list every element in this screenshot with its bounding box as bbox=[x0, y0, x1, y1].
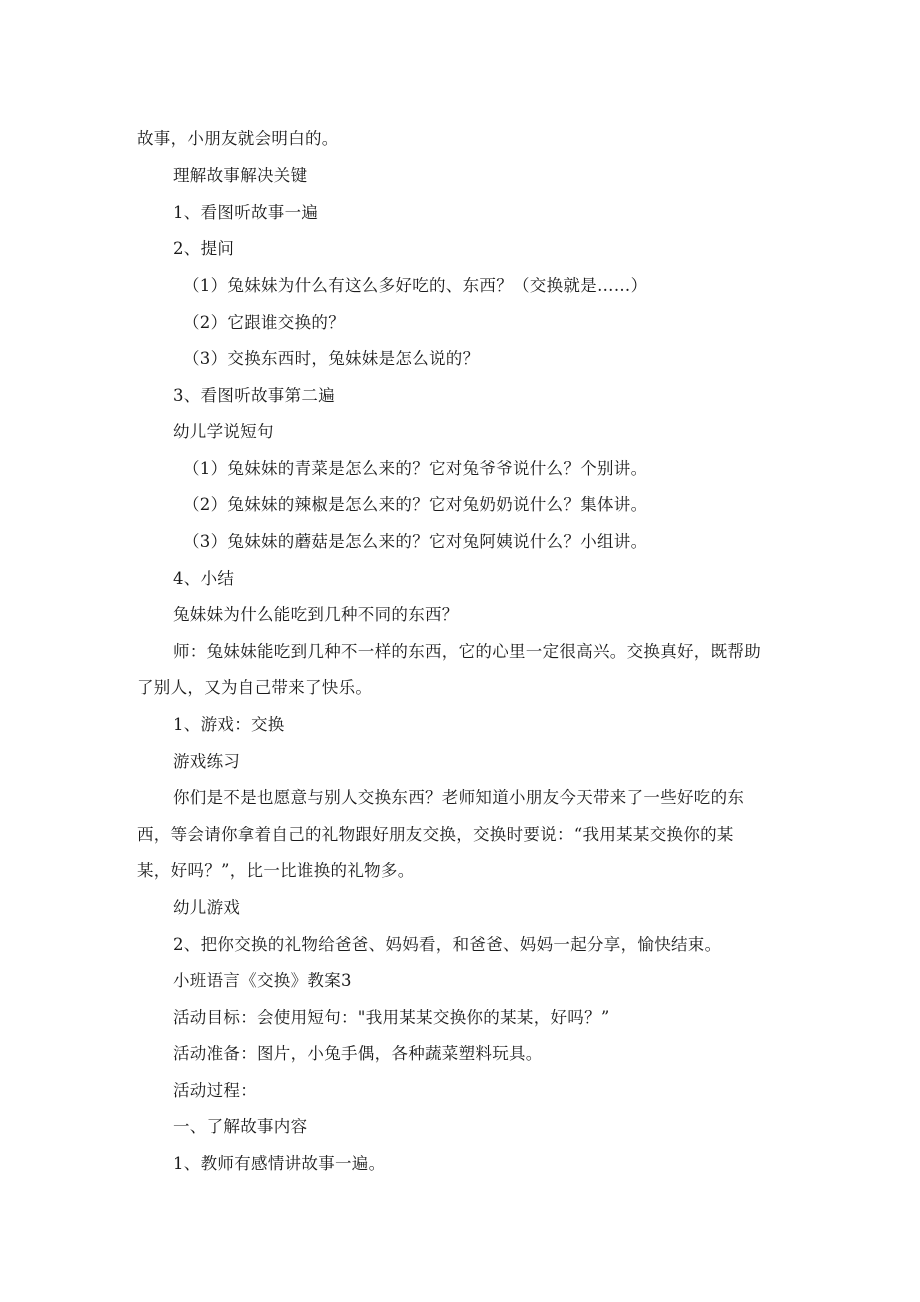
text-line: （2）兔妹妹的辣椒是怎么来的？它对兔奶奶说什么？集体讲。 bbox=[183, 495, 648, 514]
text-line: 师：兔妹妹能吃到几种不一样的东西，它的心里一定很高兴。交换真好，既帮助 bbox=[173, 642, 761, 661]
text-line: 游戏练习 bbox=[173, 752, 241, 771]
text-line: 3、看图听故事第二遍 bbox=[173, 386, 335, 405]
text-line: 故事，小朋友就会明白的。 bbox=[137, 129, 339, 148]
text-line: （3）交换东西时，兔妹妹是怎么说的？ bbox=[183, 349, 480, 368]
text-line: 某，好吗？”，比一比谁换的礼物多。 bbox=[137, 861, 415, 880]
text-line: 活动准备：图片，小兔手偶，各种蔬菜塑料玩具。 bbox=[173, 1044, 543, 1063]
text-line: 2、提问 bbox=[173, 239, 235, 258]
text-line: 活动目标：会使用短句："我用某某交换你的某某，好吗？” bbox=[173, 1008, 610, 1027]
text-line: 了别人，又为自己带来了快乐。 bbox=[137, 678, 373, 697]
text-line: （1）兔妹妹的青菜是怎么来的？它对兔爷爷说什么？个别讲。 bbox=[183, 459, 648, 478]
text-line: 理解故事解决关键 bbox=[173, 166, 308, 185]
text-line: （2）它跟谁交换的？ bbox=[183, 313, 345, 332]
text-line: 兔妹妹为什么能吃到几种不同的东西？ bbox=[173, 605, 459, 624]
text-line: 1、看图听故事一遍 bbox=[173, 203, 319, 222]
text-line: 你们是不是也愿意与别人交换东西？老师知道小朋友今天带来了一些好吃的东 bbox=[173, 788, 745, 807]
text-line: （1）兔妹妹为什么有这么多好吃的、东西？（交换就是……） bbox=[183, 276, 648, 295]
text-line: 2、把你交换的礼物给爸爸、妈妈看，和爸爸、妈妈一起分享，愉快结束。 bbox=[173, 935, 722, 954]
text-line: 4、小结 bbox=[173, 569, 235, 588]
text-line: 西，等会请你拿着自己的礼物跟好朋友交换，交换时要说：“我用某某交换你的某 bbox=[137, 825, 734, 844]
text-line: 幼儿游戏 bbox=[173, 898, 241, 917]
text-line: 幼儿学说短句 bbox=[173, 422, 274, 441]
text-line: （3）兔妹妹的蘑菇是怎么来的？它对兔阿姨说什么？小组讲。 bbox=[183, 532, 648, 551]
text-line: 1、游戏：交换 bbox=[173, 715, 285, 734]
text-line: 活动过程： bbox=[173, 1081, 257, 1100]
text-line: 一、了解故事内容 bbox=[173, 1117, 308, 1136]
text-line: 1、教师有感情讲故事一遍。 bbox=[173, 1154, 386, 1173]
section-heading: 小班语言《交换》教案3 bbox=[173, 971, 352, 990]
